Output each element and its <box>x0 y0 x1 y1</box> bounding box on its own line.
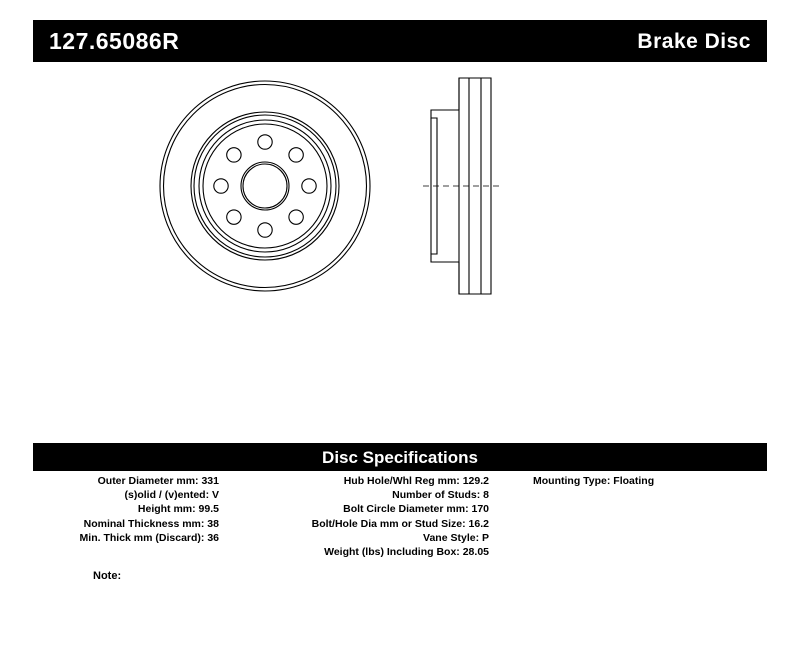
spec-line: Bolt Circle Diameter mm: 170 <box>343 503 489 516</box>
brake-rotor-cross-section <box>423 78 499 294</box>
header-bar <box>33 20 767 62</box>
spec-line: Weight (lbs) Including Box: 28.05 <box>324 546 489 559</box>
spec-line: Height mm: 99.5 <box>137 503 219 516</box>
spec-line: Mounting Type: Floating <box>533 475 655 487</box>
spec-line: Min. Thick mm (Discard): 36 <box>79 531 219 544</box>
product-type-label: Brake Disc <box>637 29 751 53</box>
brake-rotor-face-view <box>160 81 370 291</box>
spec-column-hub <box>225 474 495 559</box>
spec-column-dimensions <box>33 474 225 559</box>
spec-line: Number of Studs: 8 <box>392 489 489 502</box>
spec-column-mounting <box>495 474 767 559</box>
part-number: 127.65086R <box>49 27 180 54</box>
spec-line: Bolt/Hole Dia mm or Stud Size: 16.2 <box>311 517 489 530</box>
spec-columns <box>33 474 767 559</box>
spec-title: Disc Specifications <box>322 447 478 467</box>
spec-title-bar <box>33 443 767 471</box>
technical-drawing <box>33 70 767 430</box>
spec-line: Nominal Thickness mm: 38 <box>83 517 219 530</box>
spec-line: (s)olid / (v)ented: V <box>124 489 219 502</box>
spec-line: Outer Diameter mm: 331 <box>97 475 219 487</box>
spec-line: Hub Hole/Whl Reg mm: 129.2 <box>343 475 489 487</box>
note-label: Note: <box>93 570 122 582</box>
spec-line: Vane Style: P <box>423 531 489 544</box>
